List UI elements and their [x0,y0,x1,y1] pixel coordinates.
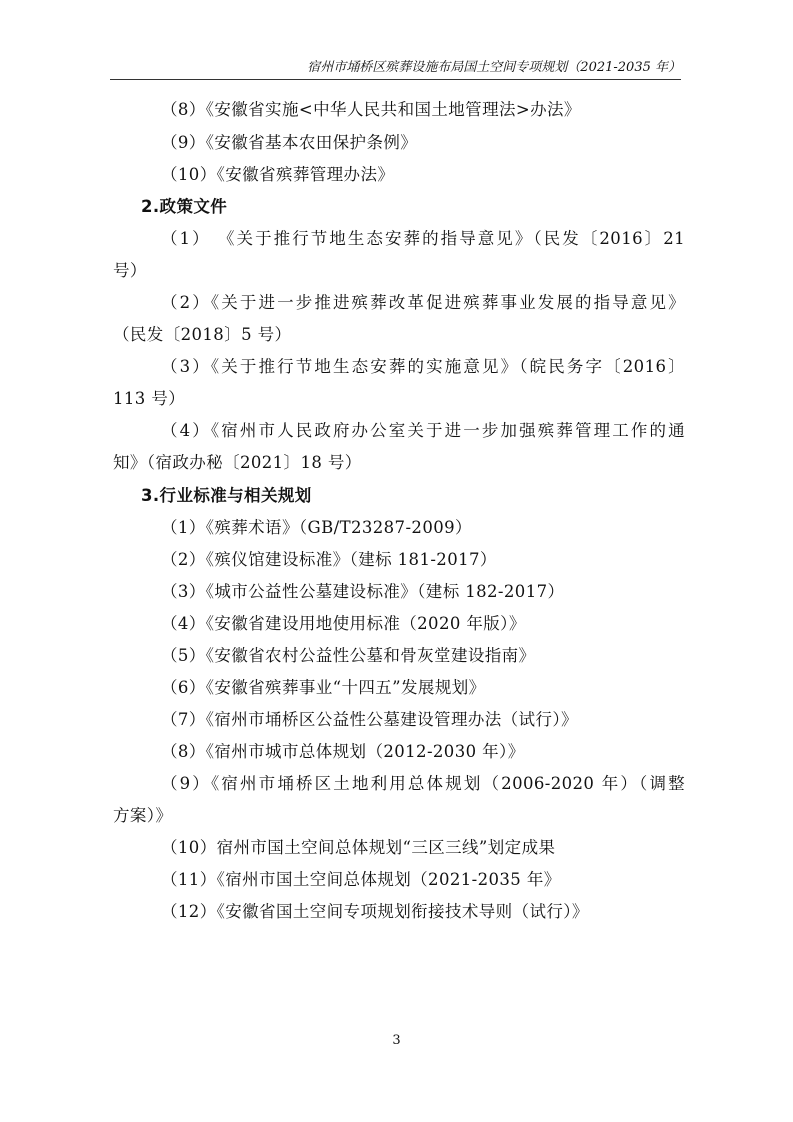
list-item: （10）《安徽省殡葬管理办法》 [161,165,395,184]
list-item: （8）《安徽省实施<中华人民共和国土地管理法>办法》 [161,100,581,119]
list-item: （2）《关于进一步推进殡葬改革促进殡葬事业发展的指导意见》 [161,293,685,312]
section-heading-policy: 2.政策文件 [141,197,228,216]
list-item: （1） 《关于推行节地生态安葬的指导意见》（民发〔2016〕21 [161,229,685,248]
list-item: （4）《安徽省建设用地使用标准（2020 年版）》 [161,614,526,633]
list-item: （9）《安徽省基本农田保护条例》 [161,133,418,152]
list-item-continuation: 号） [113,261,147,280]
page-number: 3 [392,1033,401,1048]
list-item: （9）《宿州市埇桥区土地利用总体规划（2006-2020 年）（调整 [161,774,685,793]
running-header: 宿州市埇桥区殡葬设施布局国土空间专项规划（2021-2035 年） [307,60,681,75]
list-item: （7）《宿州市埇桥区公益性公墓建设管理办法（试行）》 [161,710,578,729]
section-heading-standards: 3.行业标准与相关规划 [141,486,312,505]
list-item: （5）《安徽省农村公益性公墓和骨灰堂建设指南》 [161,646,536,665]
list-item-continuation: 知》（宿政办秘〔2021〕18 号） [113,453,362,472]
list-item: （3）《城市公益性公墓建设标准》（建标 182-2017） [161,582,565,601]
list-item: （1）《殡葬术语》（GB/T23287-2009） [161,518,472,537]
list-item: （8）《宿州市城市总体规划（2012-2030 年）》 [161,742,525,761]
list-item: （12）《安徽省国土空间专项规划衔接技术导则（试行）》 [161,902,589,921]
list-item: （4）《宿州市人民政府办公室关于进一步加强殡葬管理工作的通 [161,421,685,440]
list-item: （3）《关于推行节地生态安葬的实施意见》（皖民务字〔2016〕 [161,357,685,376]
list-item: （6）《安徽省殡葬事业“十四五”发展规划》 [161,678,486,697]
document-body [113,0,685,1122]
list-item: （10）宿州市国土空间总体规划“三区三线”划定成果 [161,838,556,857]
list-item-continuation: （民发〔2018〕5 号） [113,325,292,344]
list-item-continuation: 方案）》 [113,806,173,825]
list-item: （11）《宿州市国土空间总体规划（2021-2035 年》 [161,870,561,889]
list-item: （2）《殡仪馆建设标准》（建标 181-2017） [161,550,497,569]
list-item-continuation: 113 号） [113,389,186,408]
